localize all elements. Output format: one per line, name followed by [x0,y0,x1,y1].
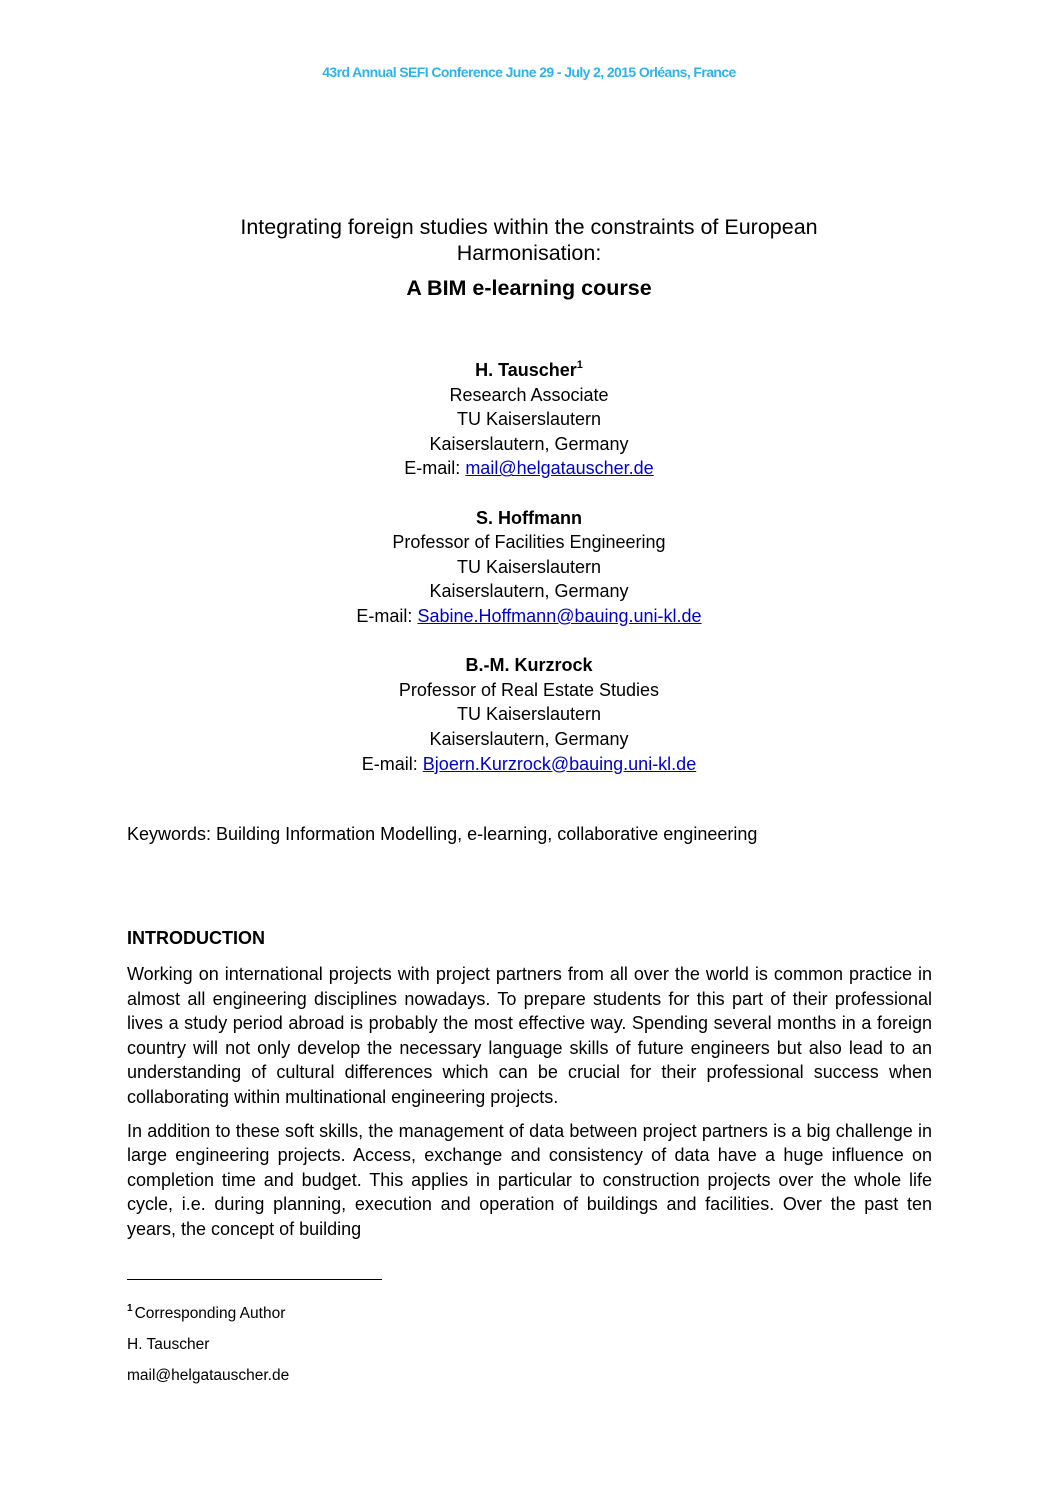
paper-title [0,214,1058,301]
email-label: E-mail: [356,605,418,626]
footnote-mark[interactable]: 1 [576,359,583,371]
author-email-line [0,456,1058,481]
footnote-name: H. Tauscher [127,1336,210,1354]
author-location: Kaiserslautern, Germany [429,581,629,602]
author-location: Kaiserslautern, Germany [429,433,629,454]
email-label: E-mail: [361,753,423,774]
footnote-label: Corresponding Author [134,1305,286,1323]
paragraph: Working on international projects with project partners from all over the world is common practice in almost all engineering disciplines nowadays. To prepare students for this part of their professional lives a study period abroad is probably the most effective way. Spending several months in a foreign country will not only develop the necessary language skills of future engineers but also lead to an understanding of cultural differences which can be crucial for their professional success when collaborating within multinational engineering projects. [127,964,932,1107]
author-position: Research Associate [449,384,609,405]
paper-subtitle: A BIM e-learning course [406,276,652,300]
introduction-body [127,962,932,1251]
author-institution: TU Kaiserslautern [456,409,602,430]
section-heading-introduction: INTRODUCTION [127,928,265,948]
footnote-label-line [127,1300,932,1324]
author-name [0,506,1058,531]
footnote-divider [127,1279,382,1280]
author-block [0,653,1058,776]
author-name [0,354,1058,383]
author-name [0,653,1058,678]
keywords: Keywords: Building Information Modelling, e-learning, collaborative engineering [127,824,758,844]
author-name-text: B.-M. Kurzrock [465,655,593,676]
title-line-1: Integrating foreign studies within the constraints of European [240,215,818,239]
footnote-email: mail@helgatauscher.de [127,1367,290,1385]
author-name-text: H. Tauscher [475,360,577,380]
title-line-2: Harmonisation: [456,241,602,265]
author-location: Kaiserslautern, Germany [429,728,629,749]
author-email-line [0,752,1058,777]
author-institution: TU Kaiserslautern [456,704,602,725]
email-label: E-mail: [404,458,466,479]
author-position: Professor of Facilities Engineering [392,532,666,553]
author-block [0,506,1058,629]
footnote-number: 1 [127,1303,133,1314]
author-email-link[interactable]: Bjoern.Kurzrock@bauing.uni-kl.de [422,753,697,774]
paragraph: In addition to these soft skills, the management of data between project partners is a big challenge in large engineering projects. Access, exchange and consistency of data have a huge influence on completion time and budget. This applies in particular to construction projects over the whole life cycle, i.e. during planning, execution and operation of buildings and facilities. Over the past ten years, the concept of building [127,1120,932,1239]
author-institution: TU Kaiserslautern [456,556,602,577]
author-block [0,354,1058,481]
author-email-line [0,604,1058,629]
running-header: 43rd Annual SEFI Conference June 29 - July 2, 2015 Orléans, France [322,64,736,80]
footnotes [127,1300,932,1397]
author-email-link[interactable]: mail@helgatauscher.de [465,458,654,479]
author-position: Professor of Real Estate Studies [398,679,660,700]
author-email-link[interactable]: Sabine.Hoffmann@bauing.uni-kl.de [417,605,702,626]
author-name-text: S. Hoffmann [476,507,582,528]
author-list [0,354,1058,801]
